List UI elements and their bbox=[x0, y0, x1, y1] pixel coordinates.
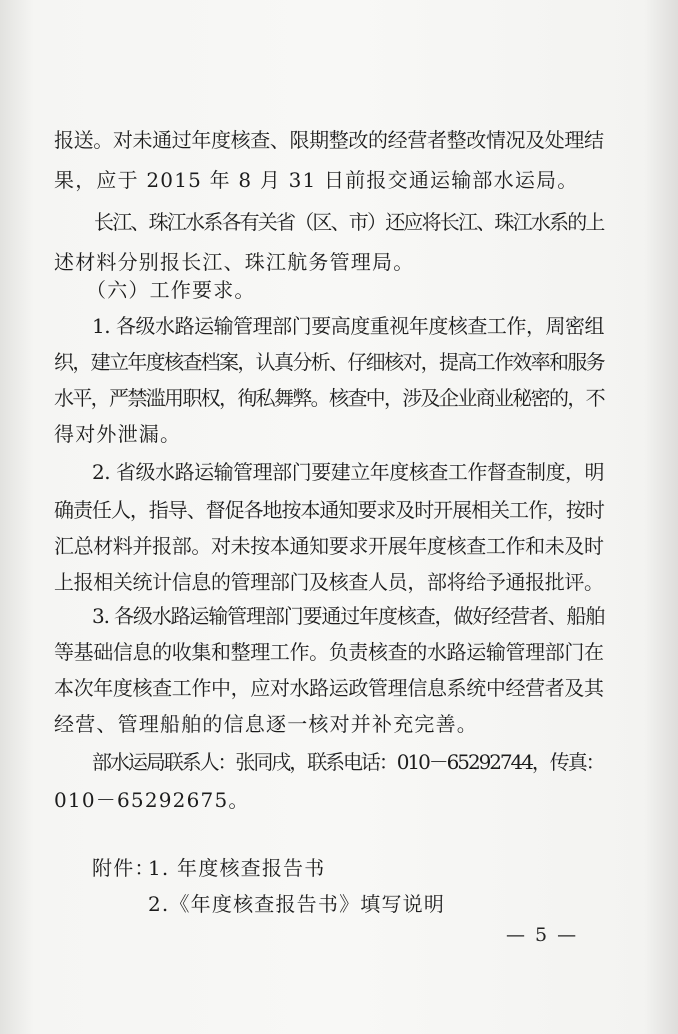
text-line: 上报相关统计信息的管理部门及核查人员，部将给予通报批评。 bbox=[54, 570, 604, 594]
text-line: 2. 省级水路运输管理部门要建立年度核查工作督查制度，明 bbox=[92, 460, 605, 484]
text-line: 果，应于 2015 年 8 月 31 日前报交通运输部水运局。 bbox=[54, 168, 579, 192]
attachments-label: 附件： bbox=[92, 856, 156, 880]
text-line: 确责任人，指导、督促各地按本通知要求及时开展相关工作，按时 bbox=[54, 498, 604, 522]
text-line: 得对外泄漏。 bbox=[54, 422, 182, 446]
page-number: — 5 — bbox=[506, 924, 579, 946]
text-line: 本次年度核查工作中，应对水路运政管理信息系统中经营者及其 bbox=[54, 676, 604, 700]
text-line: 织，建立年度核查档案，认真分析、仔细核对，提高工作效率和服务 bbox=[54, 350, 604, 374]
text-line: 等基础信息的收集和整理工作。负责核查的水路运输管理部门在 bbox=[54, 640, 604, 664]
text-line: 1. 各级水路运输管理部门要高度重视年度核查工作，周密组 bbox=[92, 314, 605, 338]
text-line: 汇总材料并报部。对未按本通知要求开展年度核查工作和未及时 bbox=[54, 534, 604, 558]
text-line: 3. 各级水路运输管理部门要通过年度核查，做好经营者、船舶 bbox=[92, 604, 605, 628]
text-line: 部水运局联系人：张同戌，联系电话：010－65292744，传真： bbox=[92, 750, 604, 774]
text-line: 长江、珠江水系各有关省（区、市）还应将长江、珠江水系的上 bbox=[94, 210, 604, 234]
text-line: 报送。对未通过年度核查、限期整改的经营者整改情况及处理结 bbox=[54, 128, 604, 152]
text-line: 水平，严禁滥用职权，徇私舞弊。核查中，涉及企业商业秘密的，不 bbox=[54, 386, 604, 410]
attachment-item: 1. 年度核查报告书 bbox=[148, 856, 326, 880]
text-line: 述材料分别报长江、珠江航务管理局。 bbox=[54, 250, 415, 274]
text-line: 经营、管理船舶的信息逐一核对并补充完善。 bbox=[54, 712, 478, 736]
heading-work-requirements: （六）工作要求。 bbox=[86, 278, 256, 302]
attachment-item: 2.《年度核查报告书》填写说明 bbox=[148, 892, 446, 916]
text-line: 010－65292675。 bbox=[54, 788, 250, 812]
